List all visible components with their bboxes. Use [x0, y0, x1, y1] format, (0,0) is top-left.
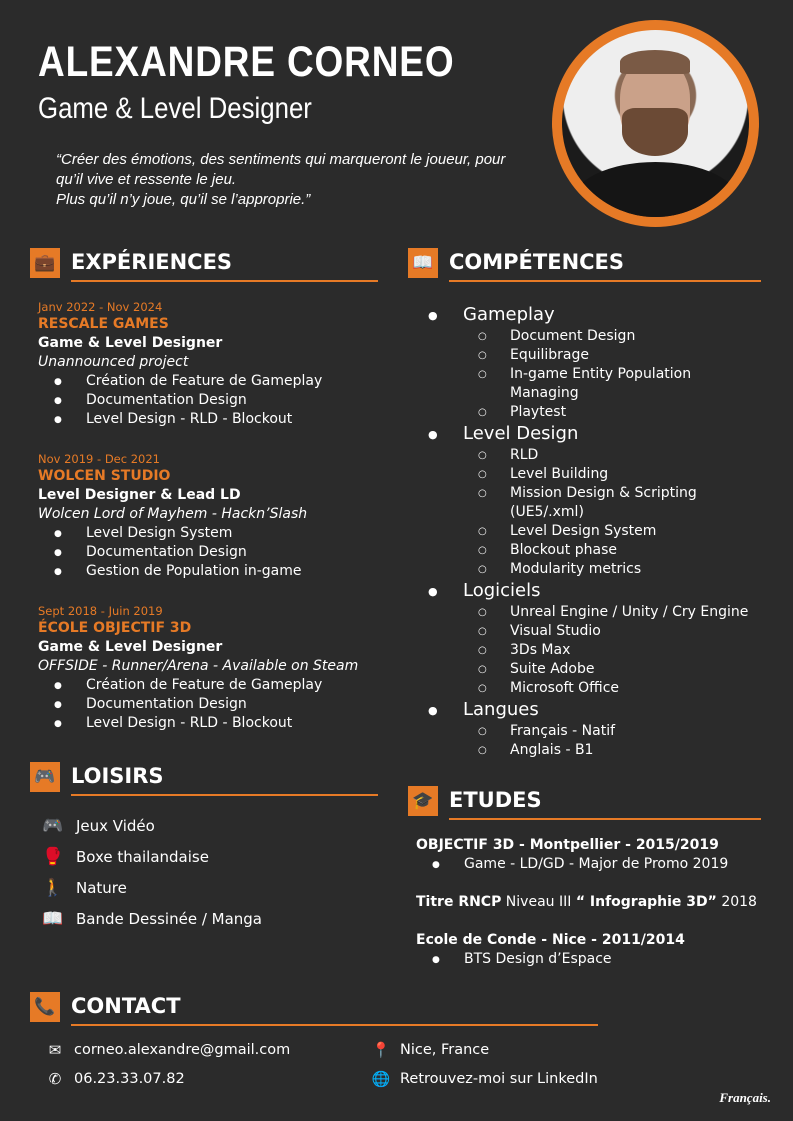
skill-category: ● Logiciels — [420, 579, 780, 603]
skill-item: ○ In-game Entity Population Managing — [420, 365, 720, 403]
section-divider — [449, 818, 761, 820]
personal-quote — [56, 150, 526, 210]
experience-company: ÉCOLE OBJECTIF 3D — [38, 620, 192, 636]
certification-level: Niveau III — [501, 894, 576, 910]
hobby-item — [40, 810, 262, 841]
section-title: COMPÉTENCES — [449, 250, 625, 274]
study-school: Ecole de Conde - Nice - 2011/2014 — [416, 932, 685, 948]
skill-category: ● Gameplay — [420, 303, 780, 327]
gamepad-icon: 🎮 — [42, 815, 64, 836]
mail-icon: ✉ — [48, 1041, 62, 1059]
experience-task: ● Level Design - RLD - Blockout — [38, 410, 378, 429]
skill-item: ○ Visual Studio — [420, 622, 780, 641]
experience-company: RESCALE GAMES — [38, 316, 169, 332]
hobby-label: Boxe thailandaise — [76, 847, 209, 866]
skill-item: ○ Blockout phase — [420, 541, 780, 560]
hobby-item — [40, 903, 262, 934]
quote-line: “Créer des émotions, des sentiments qui marqueront le joueur, pour — [56, 151, 506, 168]
experience-company: WOLCEN STUDIO — [38, 468, 171, 484]
contact-email[interactable] — [44, 1041, 290, 1059]
certification-title: “ Infographie 3D” — [575, 894, 717, 910]
hiker-icon: 🚶 — [42, 877, 64, 898]
briefcase-icon: 💼 — [30, 248, 60, 278]
skill-item: ○ Level Building — [420, 465, 780, 484]
language-tag: Français. — [719, 1090, 771, 1105]
experience-task: ● Gestion de Population in-game — [38, 562, 378, 581]
candidate-role: Game & Level Designer — [38, 92, 312, 125]
experience-task: ● Création de Feature de Gameplay — [38, 676, 378, 695]
skill-item: ○ Equilibrage — [420, 346, 780, 365]
hobby-label: Bande Dessinée / Manga — [76, 909, 262, 928]
contact-section-header — [30, 992, 600, 1026]
skill-item: ○ Playtest — [420, 403, 780, 422]
skill-item: ○ Français - Natif — [420, 722, 780, 741]
experience-title: Level Designer & Lead LD — [38, 487, 241, 503]
hobbies-list — [40, 810, 262, 934]
experience-dates: Sept 2018 - Juin 2019 — [38, 604, 163, 618]
study-item: ● BTS Design d’Espace — [416, 950, 786, 969]
location-text: Nice, France — [400, 1042, 490, 1058]
skill-item: ○ Mission Design & Scripting (UE5/.xml) — [420, 484, 720, 522]
section-title: EXPÉRIENCES — [71, 250, 233, 274]
study-certification — [416, 893, 786, 912]
skill-item: ○ 3Ds Max — [420, 641, 780, 660]
certification-year: 2018 — [716, 894, 757, 910]
book-icon: 📖 — [42, 908, 64, 929]
hobby-item — [40, 841, 262, 872]
boxing-glove-icon: 🥊 — [42, 846, 64, 867]
skill-item: ○ Level Design System — [420, 522, 780, 541]
experience-entry — [38, 452, 378, 581]
phone-text[interactable]: 06.23.33.07.82 — [74, 1071, 185, 1087]
skill-item: ○ RLD — [420, 446, 780, 465]
hobby-label: Jeux Vidéo — [76, 816, 155, 835]
experience-project: Unannounced project — [38, 354, 189, 370]
experience-project: OFFSIDE - Runner/Arena - Available on Steam — [38, 658, 359, 674]
profile-photo — [562, 30, 749, 217]
skill-category: ● Level Design — [420, 422, 780, 446]
experience-entry — [38, 604, 378, 733]
experience-title: Game & Level Designer — [38, 335, 223, 351]
etudes-section-header — [408, 786, 763, 820]
hobby-item — [40, 872, 262, 903]
section-divider — [71, 1024, 598, 1026]
experience-project: Wolcen Lord of Mayhem - Hackn’Slash — [38, 506, 308, 522]
contact-phone[interactable] — [44, 1070, 185, 1088]
experience-dates: Janv 2022 - Nov 2024 — [38, 300, 163, 314]
skill-item: ○ Modularity metrics — [420, 560, 780, 579]
experience-task: ● Documentation Design — [38, 543, 378, 562]
experiences-section-header — [30, 248, 380, 282]
skill-item: ○ Suite Adobe — [420, 660, 780, 679]
experience-task: ● Création de Feature de Gameplay — [38, 372, 378, 391]
skill-item: ○ Microsoft Office — [420, 679, 780, 698]
skill-item: ○ Unreal Engine / Unity / Cry Engine — [420, 603, 780, 622]
experience-task: ● Documentation Design — [38, 695, 378, 714]
globe-icon: 🌐 — [371, 1070, 391, 1088]
section-divider — [71, 794, 378, 796]
experience-task: ● Level Design - RLD - Blockout — [38, 714, 378, 733]
experience-dates: Nov 2019 - Dec 2021 — [38, 452, 161, 466]
quote-line: Plus qu’il n’y joue, qu’il se l’approprie.” — [56, 191, 311, 208]
contact-linkedin[interactable] — [370, 1070, 598, 1088]
section-title: CONTACT — [71, 994, 181, 1018]
experience-task: ● Level Design System — [38, 524, 378, 543]
loisirs-section-header — [30, 762, 380, 796]
phone-icon: 📞 — [30, 992, 60, 1022]
experience-title: Game & Level Designer — [38, 639, 223, 655]
phone-icon: ✆ — [48, 1070, 62, 1088]
experience-task: ● Documentation Design — [38, 391, 378, 410]
section-title: LOISIRS — [71, 764, 164, 788]
hobby-label: Nature — [76, 878, 127, 897]
contact-location — [370, 1041, 489, 1059]
candidate-name: ALEXANDRE CORNEO — [38, 38, 455, 86]
skill-item: ○ Anglais - B1 — [420, 741, 780, 760]
section-title: ETUDES — [449, 788, 542, 812]
certification-name: Titre RNCP — [416, 894, 502, 910]
linkedin-link[interactable]: Retrouvez-moi sur LinkedIn — [400, 1071, 598, 1087]
skill-item: ○ Document Design — [420, 327, 780, 346]
skills-list — [420, 303, 780, 760]
location-pin-icon: 📍 — [371, 1041, 391, 1059]
email-text[interactable]: corneo.alexandre@gmail.com — [74, 1042, 291, 1058]
studies-list — [416, 836, 786, 969]
study-item: ● Game - LD/GD - Major de Promo 2019 — [416, 855, 786, 874]
gamepad-icon: 🎮 — [30, 762, 60, 792]
profile-photo-frame — [552, 20, 759, 227]
quote-line: qu’il vive et ressente le jeu. — [56, 171, 237, 188]
experience-entry — [38, 300, 378, 429]
competences-section-header — [408, 248, 763, 282]
open-book-icon: 📖 — [408, 248, 438, 278]
study-school: OBJECTIF 3D - Montpellier - 2015/2019 — [416, 837, 719, 853]
section-divider — [449, 280, 761, 282]
graduation-cap-icon: 🎓 — [408, 786, 438, 816]
skill-category: ● Langues — [420, 698, 780, 722]
section-divider — [71, 280, 378, 282]
